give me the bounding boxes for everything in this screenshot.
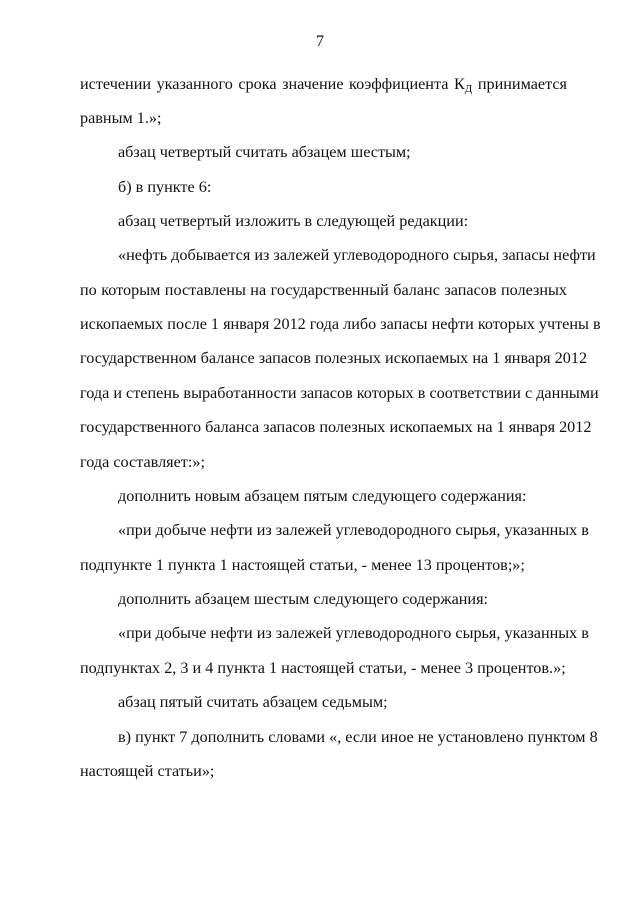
- text-line-20: в) пункт 7 дополнить словами «, если иное не установлено пунктом 8: [118, 728, 598, 746]
- text-line-11: государственного баланса запасов полезных ископаемых на 1 января 2012: [80, 418, 592, 436]
- text-line-5: абзац четвертый изложить в следующей редакции:: [118, 212, 469, 230]
- text-line-13: дополнить новым абзацем пятым следующего содержания:: [118, 487, 527, 505]
- text-line-18: подпунктах 2, 3 и 4 пункта 1 настоящей статьи, - менее 3 процентов.»;: [80, 659, 566, 677]
- text-line-7: по которым поставлены на государственный баланс запасов полезных: [80, 281, 567, 299]
- text-line-4: б) в пункте 6:: [118, 178, 212, 196]
- text-line-1-part-a: истечении указанного срока значение коэффициента К: [80, 75, 465, 93]
- text-line-16: дополнить абзацем шестым следующего содержания:: [118, 590, 489, 608]
- text-line-2: равным 1.»;: [80, 109, 162, 127]
- text-line-8: ископаемых после 1 января 2012 года либо запасы нефти которых учтены в: [80, 315, 601, 333]
- text-line-12: года составляет:»;: [80, 453, 205, 471]
- text-line-3: абзац четвертый считать абзацем шестым;: [118, 143, 411, 161]
- coefficient-subscript: Д: [464, 83, 473, 95]
- text-line-10: года и степень выработанности запасов которых в соответствии с данными: [80, 384, 599, 402]
- text-line-6: «нефть добывается из залежей углеводородного сырья, запасы нефти: [118, 246, 596, 264]
- page-number: 7: [316, 33, 324, 50]
- text-line-15: подпункте 1 пункта 1 настоящей статьи, - менее 13 процентов;»;: [80, 556, 525, 574]
- text-line-14: «при добыче нефти из залежей углеводородного сырья, указанных в: [118, 521, 589, 539]
- text-line-17: «при добыче нефти из залежей углеводородного сырья, указанных в: [118, 624, 589, 642]
- text-line-1-part-b: принимается: [472, 75, 567, 93]
- text-line-19: абзац пятый считать абзацем седьмым;: [118, 693, 388, 711]
- text-line-9: государственном балансе запасов полезных ископаемых на 1 января 2012: [80, 349, 588, 367]
- text-line-1: [80, 74, 567, 96]
- text-line-21: настоящей статьи»;: [80, 762, 215, 780]
